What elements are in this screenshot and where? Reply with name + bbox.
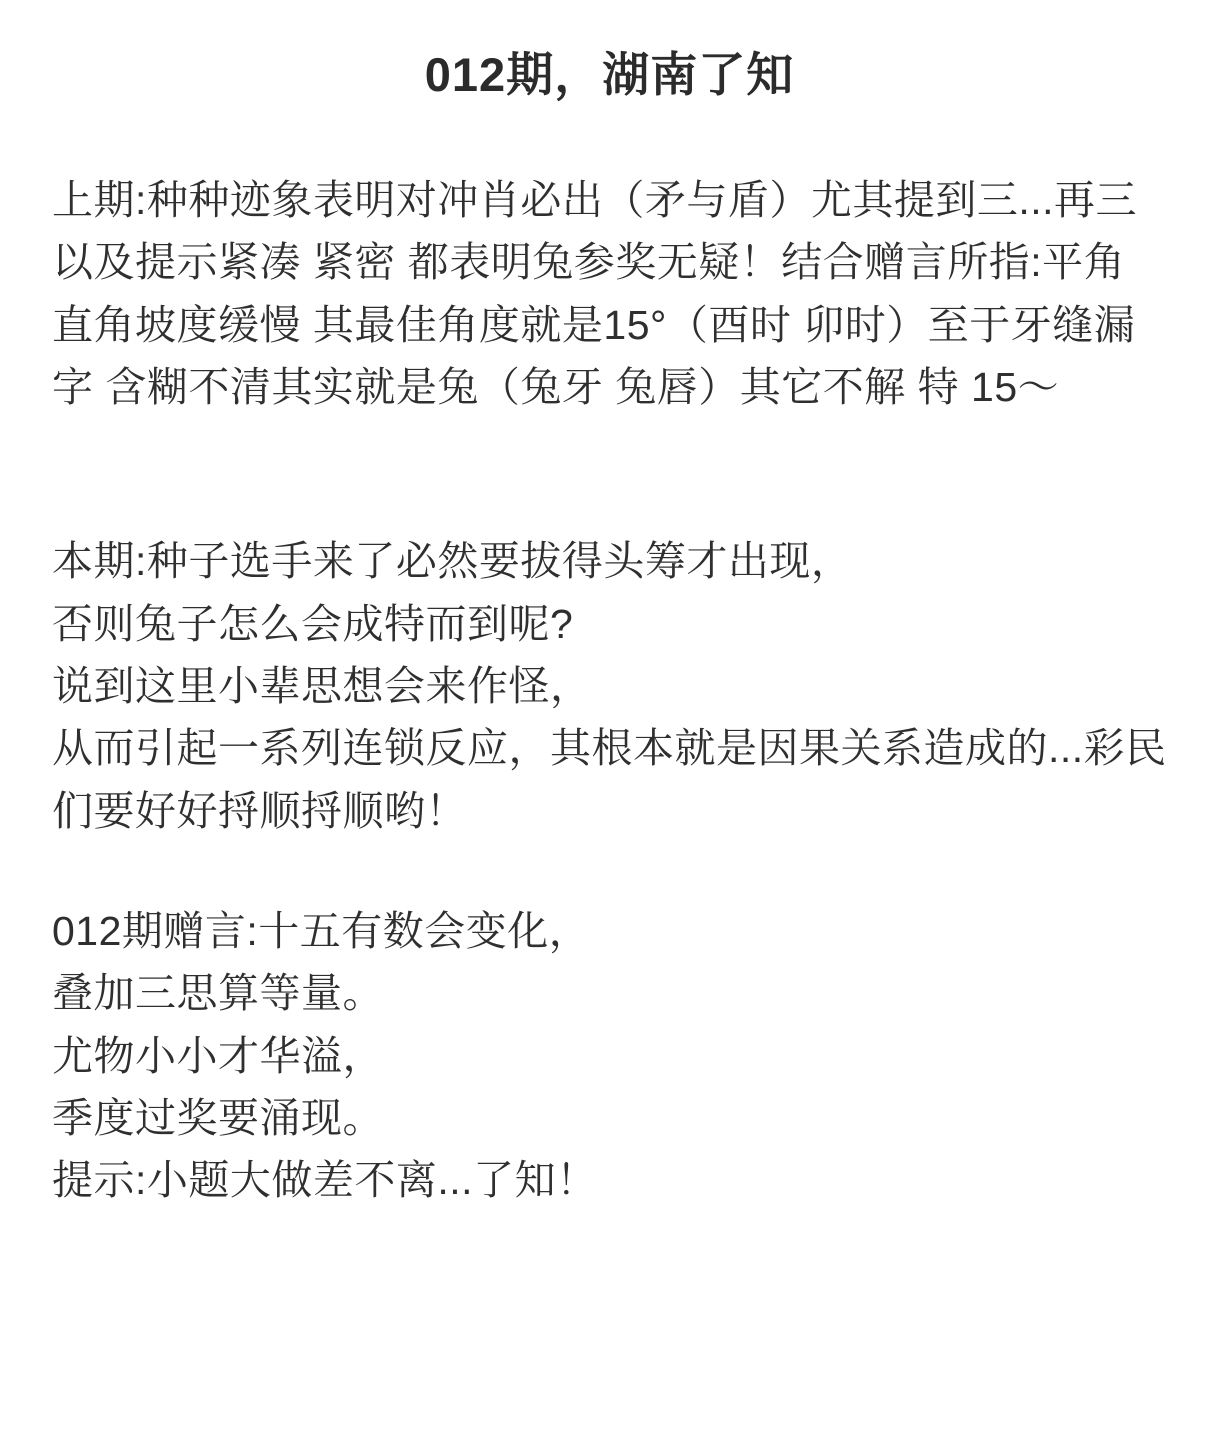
previous-issue-paragraph: 上期:种种迹象表明对冲肖必出（矛与盾）尤其提到三...再三以及提示紧凑 紧密 都表明兔参奖无疑！结合赠言所指:平角 直角坡度缓慢 其最佳角度就是15°（酉时 卯时）至于牙缝漏字 含糊不清其实就是兔（兔牙 兔唇）其它不解 特 15～ <box>52 177 1138 411</box>
section-gap <box>52 418 1167 530</box>
current-issue-line-4: 从而引起一系列连锁反应，其根本就是因果关系造成的...彩民们要好好捋顺捋顺哟！ <box>52 725 1167 834</box>
page-title: 012期，湖南了知 <box>424 48 795 101</box>
section-previous-issue <box>52 169 1167 418</box>
section-verse <box>52 900 1167 1212</box>
current-issue-line-1: 本期:种子选手来了必然要拔得头筹才出现， <box>52 538 853 585</box>
verse-line-5: 提示:小题大做差不离...了知！ <box>52 1157 598 1204</box>
verse-line-3: 尤物小小才华溢， <box>52 1032 384 1079</box>
verse-line-1: 012期赠言:十五有数会变化， <box>52 907 591 954</box>
section-gap-2 <box>52 842 1167 900</box>
verse-line-4: 季度过奖要涌现。 <box>52 1094 384 1141</box>
verse-line-2: 叠加三思算等量。 <box>52 970 384 1017</box>
current-issue-line-3: 说到这里小辈思想会来作怪， <box>52 662 592 709</box>
section-current-issue <box>52 530 1167 842</box>
current-issue-line-2: 否则兔子怎么会成特而到呢? <box>52 600 574 647</box>
